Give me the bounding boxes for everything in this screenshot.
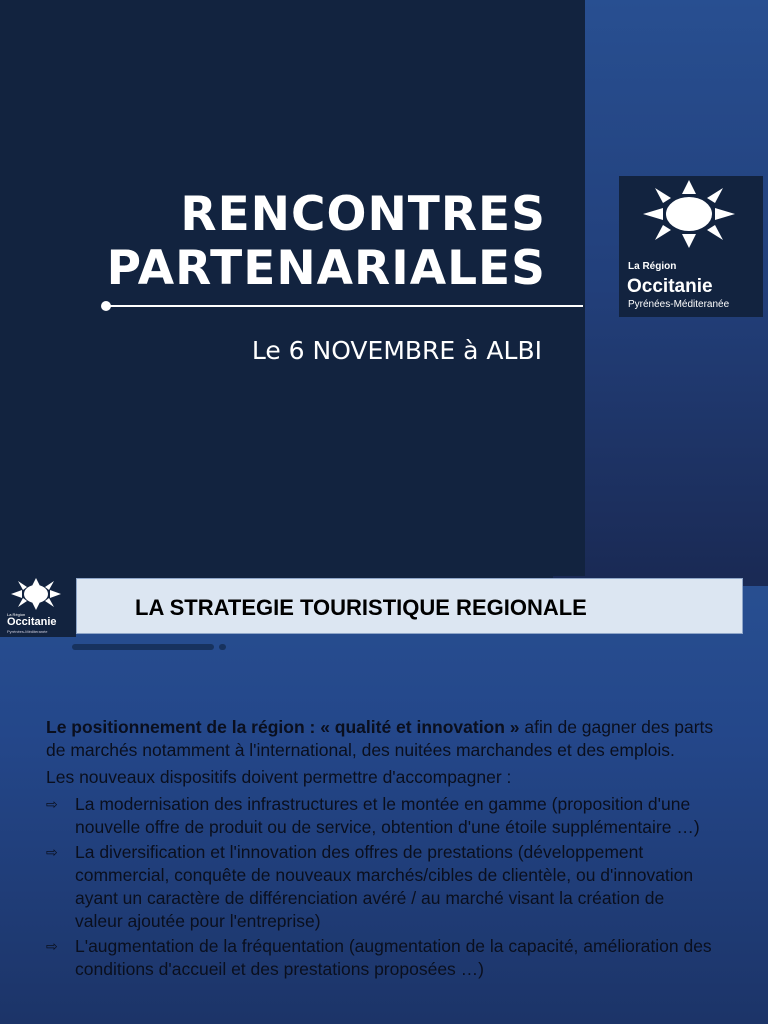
occitanie-logo	[619, 176, 763, 317]
intro-paragraph	[46, 716, 716, 762]
arrow-right-icon: ⇨	[46, 938, 58, 954]
list-item	[46, 935, 716, 981]
title-line-2: PARTENARIALES	[106, 241, 546, 296]
logo-name: Occitanie	[7, 616, 57, 628]
title-line-1: RENCONTRES	[180, 187, 546, 242]
occitanie-logo-small	[0, 576, 76, 637]
bullet-text: La diversification et l'innovation des offres de prestations (développement commercial, conquête de nouveaux marchés/cibles de clientèle, ou d'innovation ayant un caractère de différenciation avéré / au marché visant la création de valeur ajoutée pour l'entreprise)	[75, 842, 694, 931]
intro-bold: Le positionnement de la région : « qualité et innovation »	[46, 717, 520, 737]
divider-line	[105, 305, 583, 307]
divider-dot	[101, 301, 111, 311]
decorative-bar	[72, 644, 214, 650]
bullet-text: La modernisation des infrastructures et le montée en gamme (proposition d'une nouvelle offre de produit ou de service, obtention d'une étoile supplémentaire …)	[75, 794, 700, 837]
logo-name: Occitanie	[627, 276, 713, 297]
slide-body	[46, 716, 716, 983]
logo-prefix: La Région	[7, 612, 26, 617]
sun-icon	[641, 178, 741, 254]
section-title: LA STRATEGIE TOURISTIQUE REGIONALE	[135, 595, 587, 620]
content-slide	[0, 576, 768, 1024]
list-item	[46, 841, 716, 933]
arrow-right-icon: ⇨	[46, 844, 58, 860]
logo-prefix: La Région	[628, 261, 677, 272]
list-item	[46, 793, 716, 839]
decorative-dot	[219, 644, 226, 650]
arrow-right-icon: ⇨	[46, 796, 58, 812]
slide-subtitle: Le 6 NOVEMBRE à ALBI	[251, 336, 542, 365]
logo-suffix: Pyrénées-Méditeranée	[628, 299, 730, 310]
lead-paragraph: Les nouveaux dispositifs doivent permettre d'accompagner :	[46, 767, 512, 787]
sun-icon	[10, 578, 62, 612]
slide-title	[107, 188, 546, 296]
bullet-text: L'augmentation de la fréquentation (augmentation de la capacité, amélioration des conditions d'accueil et des prestations proposées …)	[75, 936, 712, 979]
intro-rest: afin de gagner des parts de marchés notamment à l'international, des nuitées marchandes et des emplois.	[46, 717, 714, 760]
logo-suffix: Pyrénées-Méditeranée	[7, 629, 48, 634]
section-header	[76, 578, 743, 634]
